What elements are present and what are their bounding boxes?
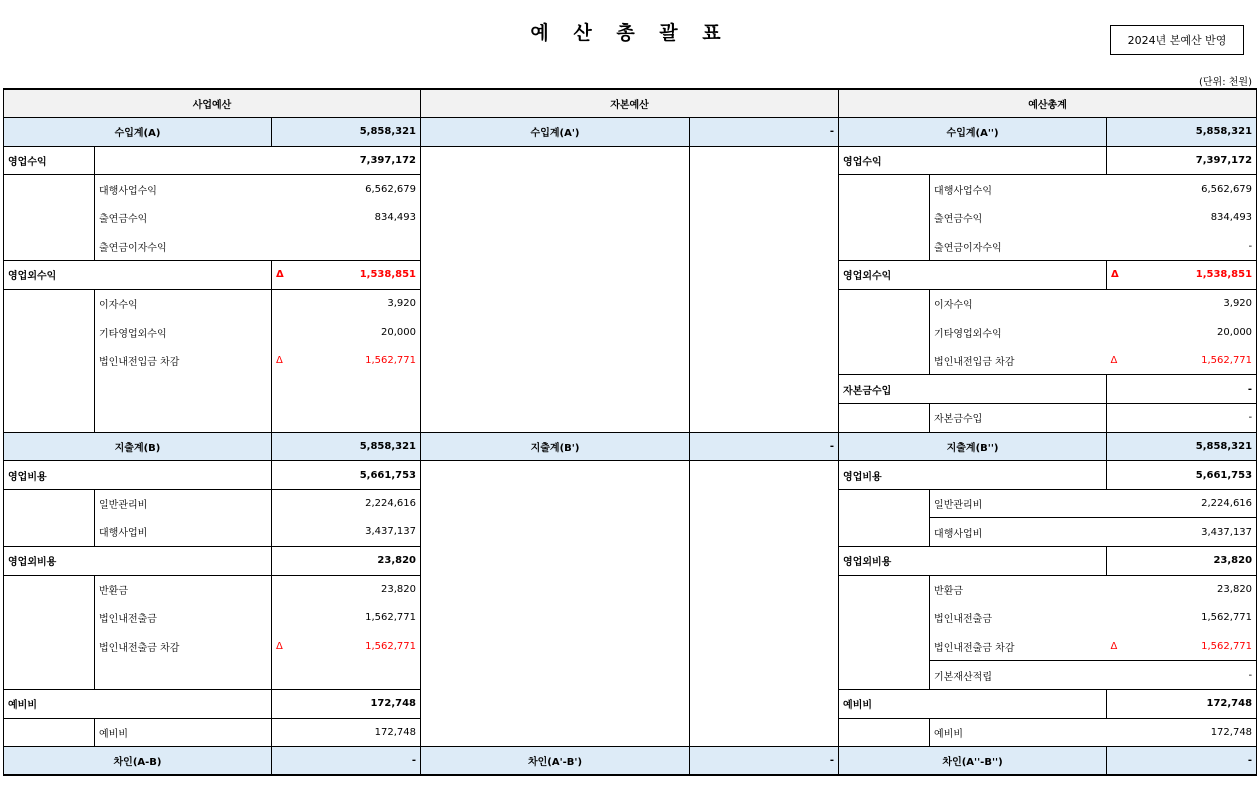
business-nonop-revenue-label: 영업외수익 — [4, 261, 272, 290]
business-agency-expense-label: 대행사업비 — [95, 518, 272, 547]
budget-version-badge: 2024년 본예산 반영 — [1110, 25, 1244, 55]
business-contrib-revenue-value: 834,493 — [272, 203, 421, 232]
total-refund-value: 23,820 — [1107, 575, 1257, 604]
total-transfer-out-deduct-value: 1,562,771 — [1201, 640, 1253, 652]
delta-icon: Δ — [1111, 269, 1119, 281]
total-capital-revenue-label: 자본금수입 — [839, 375, 1107, 404]
total-capital-revenue-value: - — [1107, 375, 1257, 404]
total-diff-value: - — [1107, 747, 1257, 776]
total-transfer-deduct-value: 1,562,771 — [1201, 354, 1253, 366]
business-agency-revenue-label: 대행사업수익 — [99, 185, 157, 197]
business-expense-total-label: 지출계(B) — [4, 432, 272, 461]
delta-icon: Δ — [1110, 354, 1118, 366]
total-op-expense-value: 5,661,753 — [1107, 461, 1257, 490]
total-revenue-total-label: 수입계(A'') — [839, 118, 1107, 147]
total-reserve-label: 예비비 — [839, 689, 1107, 718]
capital-expense-total-value: - — [690, 432, 839, 461]
business-interest-revenue-label: 이자수익 — [95, 289, 272, 318]
total-reserve-sub-label: 예비비 — [930, 718, 1107, 747]
business-contrib-interest-label: 출연금이자수익 — [95, 232, 272, 261]
business-other-revenue-value: 20,000 — [272, 318, 421, 347]
capital-revenue-total-label: 수입계(A') — [421, 118, 690, 147]
capital-expense-total-label: 지출계(B') — [421, 432, 690, 461]
business-reserve-value: 172,748 — [272, 689, 421, 718]
business-contrib-revenue-label: 출연금수익 — [99, 214, 148, 226]
business-op-expense-label: 영업비용 — [4, 461, 272, 490]
header-business: 사업예산 — [4, 89, 421, 118]
unit-label: (단위: 천원) — [1199, 77, 1252, 88]
business-op-revenue-label: 영업수익 — [4, 146, 95, 175]
business-agency-revenue-value: 6,562,679 — [272, 175, 421, 204]
revenue-total-row — [4, 118, 1257, 147]
business-general-expense-value: 2,224,616 — [272, 489, 421, 518]
business-other-revenue-label: 기타영업외수익 — [95, 318, 272, 347]
budget-summary-table — [3, 88, 1257, 776]
total-transfer-out-deduct-label: 법인내전출금 차감 — [930, 632, 1107, 661]
total-contrib-interest-label: 출연금이자수익 — [930, 232, 1107, 261]
business-refund-label: 반환금 — [95, 575, 272, 604]
business-interest-revenue-value: 3,920 — [272, 289, 421, 318]
total-transfer-out-label: 법인내전출금 — [934, 614, 992, 626]
business-transfer-deduct-value: 1,562,771 — [365, 355, 417, 367]
capital-diff-value: - — [690, 747, 839, 776]
total-general-expense-value: 2,224,616 — [1107, 489, 1257, 518]
capital-revenue-total-value: - — [690, 118, 839, 147]
delta-icon: Δ — [276, 355, 283, 367]
business-transfer-deduct-label: 법인내전입금 차감 — [95, 346, 272, 375]
total-op-revenue-value: 7,397,172 — [1107, 146, 1257, 175]
business-reserve-label: 예비비 — [4, 689, 272, 718]
header-total: 예산총계 — [839, 89, 1257, 118]
business-reserve-sub-value: 172,748 — [272, 718, 421, 747]
table-row — [4, 461, 1257, 490]
total-basic-asset-label: 기본재산적립 — [930, 661, 1107, 690]
header-capital: 자본예산 — [421, 89, 839, 118]
total-contrib-revenue-value: 834,493 — [1107, 203, 1257, 232]
delta-icon: Δ — [1110, 640, 1118, 652]
business-expense-total-value: 5,858,321 — [272, 432, 421, 461]
total-reserve-value: 172,748 — [1107, 689, 1257, 718]
business-transfer-out-value: 1,562,771 — [272, 604, 421, 633]
total-agency-expense-value: 3,437,137 — [1107, 518, 1257, 547]
business-revenue-total-label: 수입계(A) — [4, 118, 272, 147]
total-reserve-sub-value: 172,748 — [1107, 718, 1257, 747]
total-nonop-expense-label: 영업외비용 — [839, 547, 1107, 576]
business-nonop-expense-value: 23,820 — [272, 547, 421, 576]
total-contrib-interest-value: - — [1107, 232, 1257, 261]
total-capital-sub-value: - — [1107, 404, 1257, 433]
total-nonop-expense-value: 23,820 — [1107, 547, 1257, 576]
total-general-expense-label: 일반관리비 — [930, 489, 1107, 518]
total-expense-total-value: 5,858,321 — [1107, 432, 1257, 461]
total-capital-sub-label: 자본금수입 — [930, 404, 1107, 433]
delta-icon: Δ — [276, 641, 283, 653]
table-row — [4, 146, 1257, 175]
capital-diff-label: 차인(A'-B') — [421, 747, 690, 776]
expense-total-row — [4, 432, 1257, 461]
section-header-row — [4, 89, 1257, 118]
total-contrib-revenue-label: 출연금수익 — [934, 214, 983, 226]
business-nonop-expense-label: 영업외비용 — [4, 547, 272, 576]
total-basic-asset-value: - — [1107, 661, 1257, 690]
difference-row — [4, 747, 1257, 776]
total-agency-revenue-value: 6,562,679 — [1107, 175, 1257, 204]
business-diff-value: - — [272, 747, 421, 776]
total-op-expense-label: 영업비용 — [839, 461, 1107, 490]
business-transfer-out-deduct-label: 법인내전출금 차감 — [95, 632, 272, 661]
business-transfer-out-deduct-value: 1,562,771 — [365, 641, 417, 653]
business-nonop-revenue-value: 1,538,851 — [359, 269, 417, 281]
total-revenue-total-value: 5,858,321 — [1107, 118, 1257, 147]
total-refund-label: 반환금 — [934, 586, 964, 598]
business-revenue-total-value: 5,858,321 — [272, 118, 421, 147]
total-transfer-out-value: 1,562,771 — [1107, 604, 1257, 633]
total-agency-expense-label: 대행사업비 — [930, 518, 1107, 547]
total-interest-revenue-value: 3,920 — [1107, 289, 1257, 318]
business-transfer-out-label: 법인내전출금 — [95, 604, 272, 633]
business-agency-expense-value: 3,437,137 — [272, 518, 421, 547]
total-nonop-revenue-label: 영업외수익 — [839, 261, 1107, 290]
total-diff-label: 차인(A''-B'') — [839, 747, 1107, 776]
business-op-revenue-value: 7,397,172 — [272, 146, 421, 175]
business-diff-label: 차인(A-B) — [4, 747, 272, 776]
business-reserve-sub-label: 예비비 — [95, 718, 272, 747]
total-other-revenue-value: 20,000 — [1107, 318, 1257, 347]
business-general-expense-label: 일반관리비 — [95, 489, 272, 518]
total-nonop-revenue-value: 1,538,851 — [1195, 269, 1253, 281]
total-other-revenue-label: 기타영업외수익 — [934, 328, 1002, 340]
page-title: 예 산 총 괄 표 — [530, 22, 730, 44]
business-refund-value: 23,820 — [272, 575, 421, 604]
total-agency-revenue-label: 대행사업수익 — [934, 185, 992, 197]
business-op-expense-value: 5,661,753 — [272, 461, 421, 490]
total-interest-revenue-label: 이자수익 — [934, 300, 973, 312]
total-transfer-deduct-label: 법인내전입금 차감 — [930, 346, 1107, 375]
total-op-revenue-label: 영업수익 — [839, 146, 1107, 175]
total-expense-total-label: 지출계(B'') — [839, 432, 1107, 461]
delta-icon: Δ — [276, 269, 284, 281]
